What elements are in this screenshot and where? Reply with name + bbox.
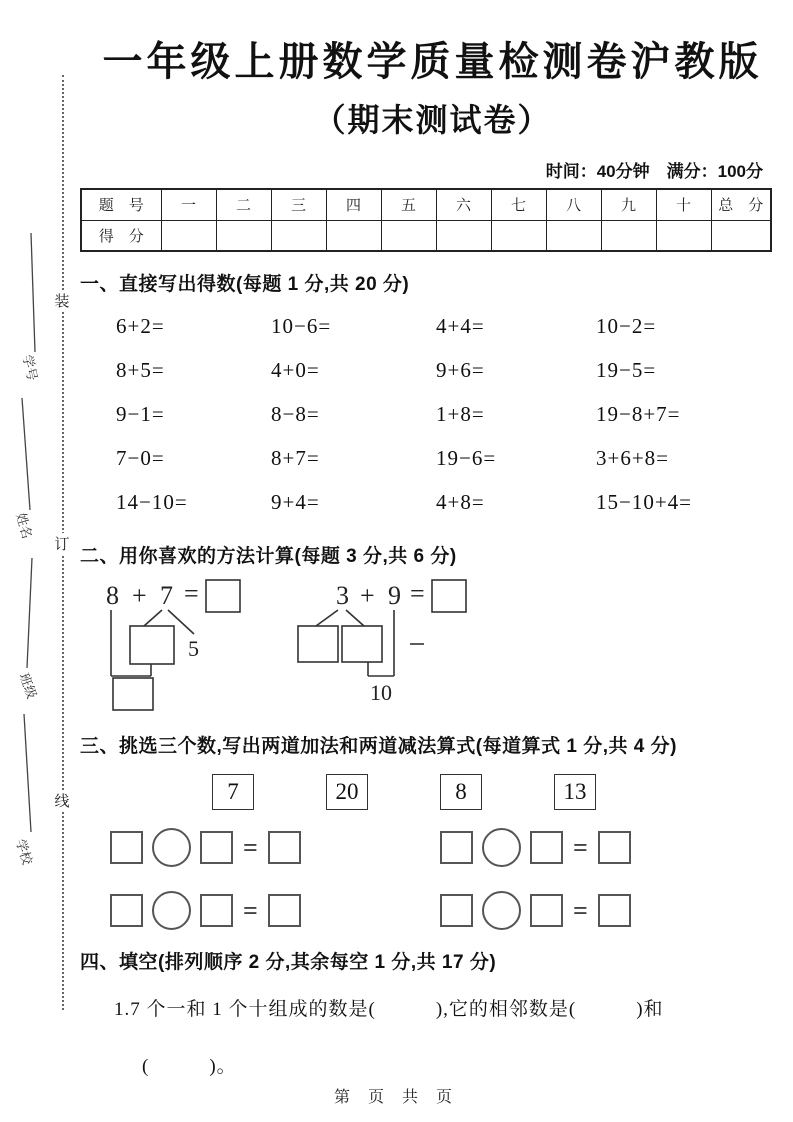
score-header-cell: 八 (546, 189, 601, 220)
math-problem: 7−0= (116, 445, 165, 470)
number-box: 20 (326, 774, 368, 810)
math-problem: 4+0= (271, 357, 320, 382)
math-problem: 15−10+4= (596, 489, 693, 514)
plus-sign: + (360, 581, 375, 610)
result-box (268, 894, 301, 927)
school-label: 学校 (12, 837, 36, 867)
student-id-label: 学号 (19, 353, 41, 382)
equation-template (110, 828, 440, 867)
math-problem: 10−2= (596, 313, 657, 338)
math-problem: 19−6= (436, 445, 497, 470)
write-line (22, 398, 30, 510)
score-blank-cell (216, 220, 271, 251)
operator-circle (152, 891, 191, 930)
math-problem: 3+6+8= (596, 445, 670, 470)
answer-box (432, 580, 466, 612)
operand-a: 8 (106, 581, 119, 610)
equation-template (110, 891, 440, 930)
known-sum: 10 (370, 680, 392, 705)
result-box (598, 894, 631, 927)
math-problem: 6+2= (116, 313, 165, 338)
score-header-cell: 九 (601, 189, 656, 220)
write-line (24, 714, 31, 832)
math-problem: 8+5= (116, 357, 165, 382)
equals-sign: = (410, 579, 425, 608)
score-header-cell: 题 号 (81, 189, 161, 220)
score-blank-cell (381, 220, 436, 251)
fold-char-ding: 订 (52, 533, 72, 554)
score-header-cell: 三 (271, 189, 326, 220)
math-problem: 14−10= (116, 489, 188, 514)
equals-sign: = (184, 579, 199, 608)
fold-char-zhuang: 装 (52, 290, 72, 311)
score-blank-cell (601, 220, 656, 251)
score-blank-cell (161, 220, 216, 251)
section3-equation-templates (110, 828, 785, 930)
math-problem: 9+6= (436, 357, 485, 382)
number-box: 7 (212, 774, 254, 810)
score-header-cell: 总 分 (711, 189, 771, 220)
result-box (268, 831, 301, 864)
part-box (130, 626, 174, 664)
page-title: 一年级上册数学质量检测卷沪教版 (102, 40, 763, 84)
section1-heading: 一、直接写出得数(每题 1 分,共 20 分) (80, 274, 410, 295)
operand-b: 7 (160, 581, 173, 610)
section3-number-boxes (212, 774, 785, 810)
score-blank-cell (271, 220, 326, 251)
math-problem: 9+4= (271, 489, 320, 514)
operand-a: 3 (336, 581, 349, 610)
paper-content (80, 0, 785, 1078)
answer-box (206, 580, 240, 612)
operand-box (110, 831, 143, 864)
branch-line (346, 610, 364, 626)
operand-box (200, 894, 233, 927)
name-label: 姓名 (13, 511, 35, 541)
score-blank-cell (326, 220, 381, 251)
math-problem: 4+8= (436, 489, 485, 514)
operator-circle (482, 828, 521, 867)
operator-circle (482, 891, 521, 930)
section2-heading: 二、用你喜欢的方法计算(每题 3 分,共 6 分) (80, 546, 457, 567)
part-box (342, 626, 382, 662)
equals-sign: = (243, 832, 258, 862)
math-problem: 10−6= (271, 313, 332, 338)
write-line (31, 233, 35, 352)
score-blank-cell (546, 220, 601, 251)
result-box (598, 831, 631, 864)
number-box: 13 (554, 774, 596, 810)
math-problem: 9−1= (116, 401, 165, 426)
operator-circle (152, 828, 191, 867)
branch-line (168, 610, 194, 634)
score-header-cell: 六 (436, 189, 491, 220)
math-problem: 8−8= (271, 401, 320, 426)
part-box (298, 626, 338, 662)
math-problem: 19−8+7= (596, 401, 681, 426)
page-subtitle: （期末测试卷） (313, 102, 552, 138)
known-part: 5 (188, 636, 199, 661)
score-header-cell: 七 (491, 189, 546, 220)
number-box: 8 (440, 774, 482, 810)
sum-box (113, 678, 153, 710)
score-header-cell: 四 (326, 189, 381, 220)
branch-line (144, 610, 162, 626)
fold-char-xian: 线 (52, 790, 72, 811)
binding-margin (0, 0, 80, 1122)
operand-b: 9 (388, 581, 401, 610)
equals-sign: = (243, 895, 258, 925)
binding-lines (0, 0, 80, 1122)
fill-blank-item-1-cont: ( )。 (142, 1056, 237, 1077)
score-header-cell: 一 (161, 189, 216, 220)
section1-problems (80, 304, 785, 524)
equals-sign: = (573, 895, 588, 925)
score-blank-cell (491, 220, 546, 251)
score-blank-cell (436, 220, 491, 251)
section4-heading: 四、填空(排列顺序 2 分,其余每空 1 分,共 17 分) (80, 952, 497, 973)
score-blank-cell (711, 220, 771, 251)
number-bond-diagrams (88, 574, 548, 714)
score-table-score-row (81, 220, 771, 251)
equals-sign: = (573, 832, 588, 862)
operand-box (110, 894, 143, 927)
score-header-cell: 五 (381, 189, 436, 220)
page-footer: 第 页 共 页 (333, 1089, 459, 1106)
math-problem: 1+8= (436, 401, 485, 426)
plus-sign: + (132, 581, 147, 610)
operand-box (530, 894, 563, 927)
class-label: 班级 (16, 671, 40, 701)
operand-box (440, 831, 473, 864)
branch-line (316, 610, 338, 626)
exam-meta: 时间：40分钟 满分：100分 (545, 162, 763, 181)
score-table-header-row (81, 189, 771, 220)
operand-box (530, 831, 563, 864)
score-row-label: 得 分 (81, 220, 161, 251)
score-header-cell: 十 (656, 189, 711, 220)
score-header-cell: 二 (216, 189, 271, 220)
score-blank-cell (656, 220, 711, 251)
fill-blank-item-1: 1.7 个一和 1 个十组成的数是( ),它的相邻数是( )和 (114, 999, 664, 1020)
write-line (27, 558, 32, 668)
math-problem: 19−5= (596, 357, 657, 382)
equation-template (440, 828, 770, 867)
math-problem: 4+4= (436, 313, 485, 338)
math-problem: 8+7= (271, 445, 320, 470)
score-table (80, 188, 772, 252)
equation-template (440, 891, 770, 930)
operand-box (440, 894, 473, 927)
section3-heading: 三、挑选三个数,写出两道加法和两道减法算式(每道算式 1 分,共 4 分) (80, 736, 677, 757)
operand-box (200, 831, 233, 864)
